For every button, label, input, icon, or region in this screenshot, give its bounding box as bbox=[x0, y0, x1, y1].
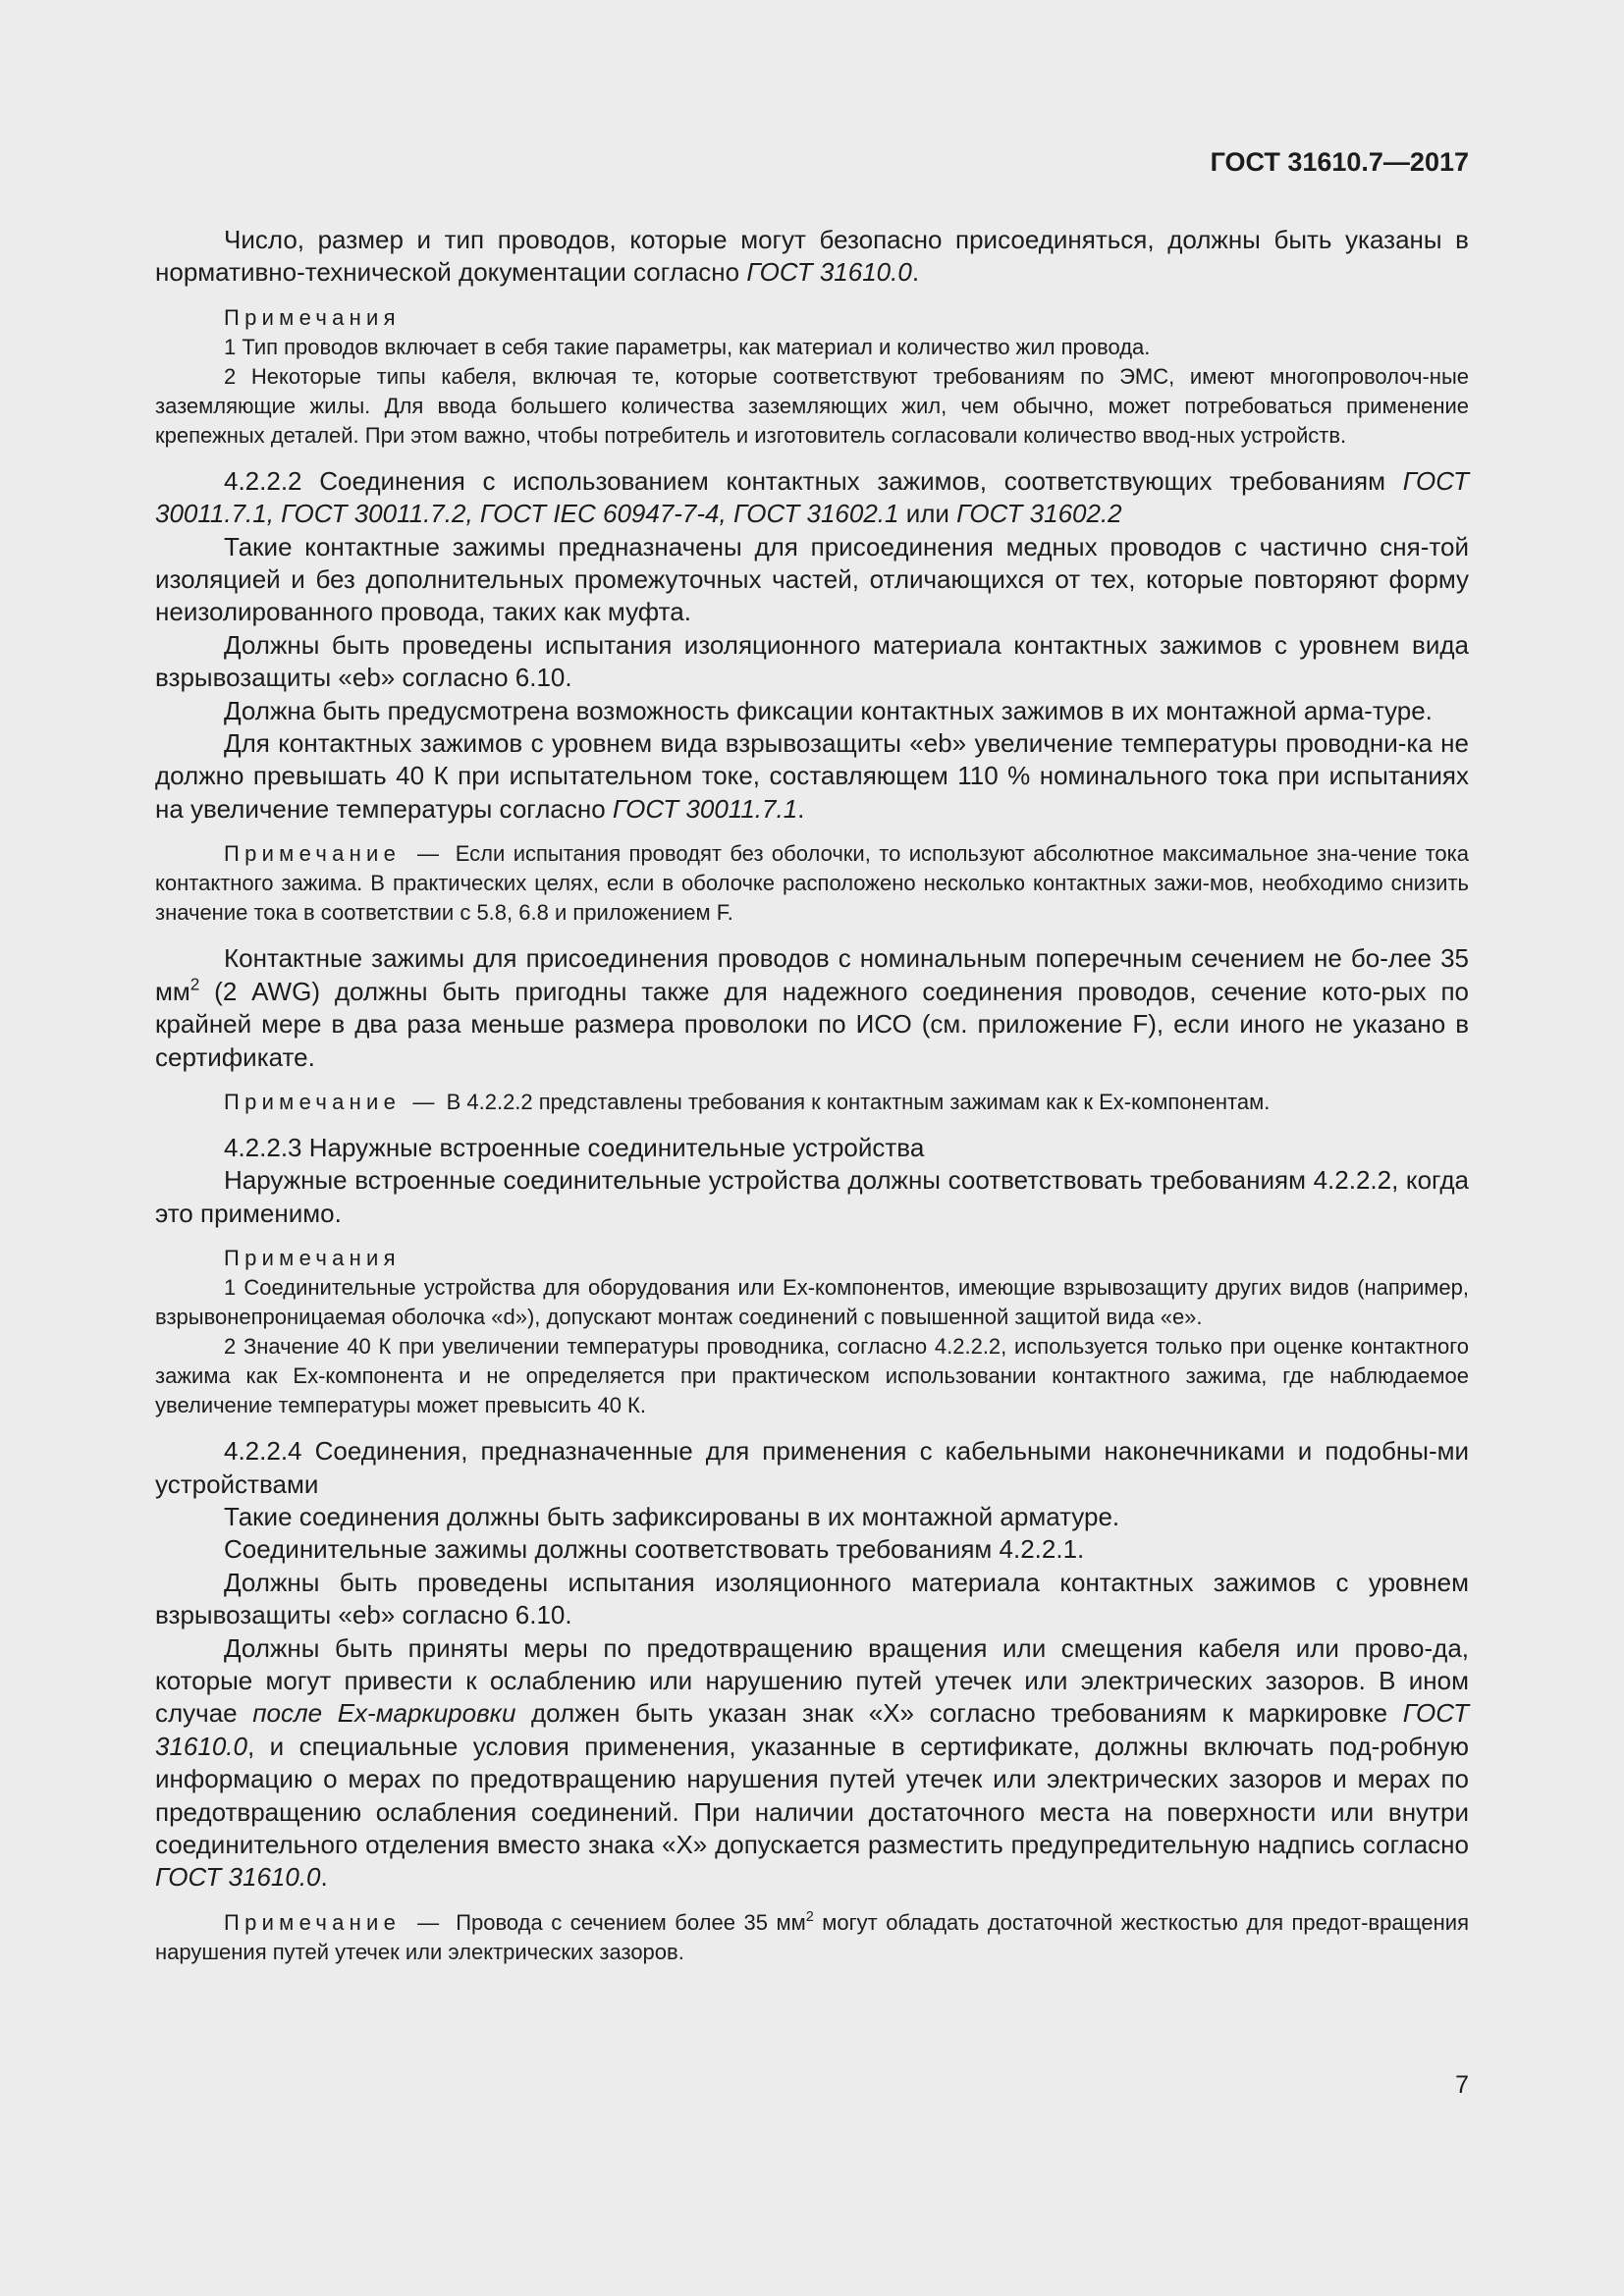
text-run: 4.2.2.3 Наружные встроенные соединительные устройства bbox=[224, 1132, 925, 1162]
note-dash: — bbox=[401, 841, 456, 867]
paragraph bbox=[155, 1435, 1469, 1501]
text-run: могут обладать достаточной жесткостью для предот-вращения нарушения путей утечек или электрических зазоров. bbox=[155, 1909, 1469, 1964]
text-run: должен быть указан знак «Х» согласно требованиям к маркировке bbox=[515, 1698, 1403, 1729]
text-run: . bbox=[911, 257, 920, 288]
note bbox=[155, 1908, 1469, 1967]
text-run: Контактные зажимы для присоединения проводов с номинальным поперечным сечением не бо-лее 35 мм bbox=[155, 943, 1469, 1006]
note-item bbox=[155, 362, 1469, 451]
standard-reference: ГОСТ 30011.7.1 bbox=[612, 793, 798, 824]
paragraph bbox=[155, 1132, 1469, 1164]
text-run: . bbox=[797, 793, 805, 824]
note-item bbox=[155, 1332, 1469, 1420]
paragraph bbox=[155, 727, 1469, 826]
note bbox=[155, 1088, 1469, 1117]
text-run: Если испытания проводят без оболочки, то используют абсолютное максимальное зна-чение тока контактного зажима. В практических целях, если в оболочке расположено несколько контактных зажи-мов, необходимо снизить значение тока в соответствии с 5.8, 6.8 и приложением F. bbox=[155, 841, 1469, 926]
paragraph bbox=[155, 942, 1469, 1074]
paragraph bbox=[155, 1533, 1469, 1566]
text-run: 4.2.2.4 Соединения, предназначенные для применения с кабельными наконечниками и подобны-ми устройствами bbox=[155, 1436, 1469, 1499]
text-run: Наружные встроенные соединительные устройства должны соответствовать требованиям 4.2.2.2, когда это применимо. bbox=[155, 1165, 1469, 1228]
notes-title: Примечания bbox=[224, 304, 401, 330]
text-run: или bbox=[898, 499, 957, 529]
text-run: Провода с сечением более 35 мм bbox=[456, 1909, 806, 1935]
paragraph bbox=[155, 1567, 1469, 1632]
note-item bbox=[155, 333, 1469, 362]
text-run: 4.2.2.2 Соединения с использованием контактных зажимов, соответствующих требованиям bbox=[224, 465, 1403, 496]
standard-reference: ГОСТ 31610.0 bbox=[155, 1862, 321, 1893]
standard-reference: ГОСТ 30011.7.1, ГОСТ 30011.7.2, ГОСТ IEC 60947-7-4, ГОСТ 31602.1 bbox=[155, 465, 1469, 529]
note-label: Примечание bbox=[224, 1089, 402, 1114]
text-run: 2 Значение 40 К при увеличении температуры проводника, согласно 4.2.2.2, используется только при оценке контактного зажима как Ех-компонента и не определяется при практическом использовании контактного зажима, где наблюдаемое увеличение температуры может превысить 40 К. bbox=[155, 1334, 1469, 1418]
note-dash: — bbox=[401, 1089, 447, 1114]
standard-reference: ГОСТ 31610.0 bbox=[155, 1698, 1469, 1761]
document-header: ГОСТ 31610.7—2017 bbox=[1210, 147, 1469, 177]
notes-block bbox=[155, 303, 1469, 451]
note-label: Примечание bbox=[224, 841, 402, 867]
paragraph bbox=[155, 1632, 1469, 1895]
text-run: Такие контактные зажимы предназначены для присоединения медных проводов с частично сня-той изоляцией и без дополнительных промежуточных частей, отличающихся от тех, которые повторяют форму неизолированного провода, таких как муфта. bbox=[155, 531, 1469, 627]
paragraph bbox=[155, 531, 1469, 629]
standard-reference: ГОСТ 31610.0 bbox=[746, 257, 912, 288]
superscript: 2 bbox=[805, 1908, 814, 1925]
text-run: В 4.2.2.2 представлены требования к контактным зажимам как к Ех-компонентам. bbox=[446, 1089, 1271, 1114]
paragraph bbox=[155, 629, 1469, 695]
text-run: 2 Некоторые типы кабеля, включая те, которые соответствуют требованиям по ЭМС, имеют многопроволоч-ные заземляющие жилы. Для ввода большего количества заземляющих жил, чем обычно, может потребоваться применение крепежных деталей. При этом важно, чтобы потребитель и изготовитель согласовали количество ввод-ных устройств. bbox=[155, 363, 1469, 448]
notes-title: Примечания bbox=[224, 1246, 401, 1271]
note-item bbox=[155, 1273, 1469, 1332]
text-run: Должны быть приняты меры по предотвращению вращения или смещения кабеля или прово-да, которые могут привести к ослаблению или нарушению путей утечек или электрических зазоров. В ином случае bbox=[155, 1632, 1469, 1729]
paragraph bbox=[155, 224, 1469, 290]
text-run: . bbox=[320, 1862, 328, 1893]
text-run: 1 Тип проводов включает в себя такие параметры, как материал и количество жил провода. bbox=[224, 334, 1151, 359]
text-run: Должны быть проведены испытания изоляционного материала контактных зажимов с уровнем взрывозащиты «eb» согласно 6.10. bbox=[155, 1567, 1469, 1630]
paragraph bbox=[155, 465, 1469, 531]
text-run: 1 Соединительные устройства для оборудования или Ех-компонентов, имеющие взрывозащиту других видов (например, взрывонепроницаемая оболочка «d»), допускают монтаж соединений с повышенной защитой вида «е». bbox=[155, 1275, 1469, 1330]
document-body bbox=[155, 224, 1469, 1982]
page-number: 7 bbox=[1455, 2071, 1469, 2099]
paragraph bbox=[155, 1164, 1469, 1230]
note-dash: — bbox=[401, 1909, 457, 1935]
text-run: , и специальные условия применения, указанные в сертификате, должны включать под-робную информацию о мерах по предотвращению нарушения путей утечек или электрических зазоров и мерах по предотвращению ослабления соединений. При наличии достаточного места на поверхности или внутри соединительного отделения вместо знака «Х» допускается разместить предупредительную надпись согласно bbox=[155, 1731, 1469, 1859]
note-label: Примечание bbox=[224, 1909, 402, 1935]
text-run: Должны быть проведены испытания изоляционного материала контактных зажимов с уровнем вида взрывозащиты «eb» согласно 6.10. bbox=[155, 629, 1469, 693]
text-run: Должна быть предусмотрена возможность фиксации контактных зажимов в их монтажной арма-туре. bbox=[224, 695, 1433, 725]
text-run: Число, размер и тип проводов, которые могут безопасно присоединяться, должны быть указаны в нормативно-технической документации согласно bbox=[155, 225, 1469, 288]
paragraph bbox=[155, 695, 1469, 727]
standard-reference: после Ех-маркировки bbox=[252, 1698, 516, 1729]
text-run: Для контактных зажимов с уровнем вида взрывозащиты «eb» увеличение температуры проводни-ка не должно превышать 40 К при испытательном токе, составляющем 110 % номинального тока при испытаниях на увеличение температуры согласно bbox=[155, 728, 1469, 824]
text-run: (2 AWG) должны быть пригодны также для надежного соединения проводов, сечение кото-рых по крайней мере в два раза меньше размера проволоки по ИСО (см. приложение F), если иного не указано в сертификате. bbox=[155, 976, 1469, 1072]
text-run: Такие соединения должны быть зафиксированы в их монтажной арматуре. bbox=[224, 1501, 1120, 1531]
notes-block bbox=[155, 1244, 1469, 1420]
superscript: 2 bbox=[189, 974, 200, 994]
paragraph bbox=[155, 1501, 1469, 1533]
standard-reference: ГОСТ 31602.2 bbox=[956, 499, 1122, 529]
text-run: Соединительные зажимы должны соответствовать требованиям 4.2.2.1. bbox=[224, 1534, 1085, 1565]
note bbox=[155, 839, 1469, 928]
